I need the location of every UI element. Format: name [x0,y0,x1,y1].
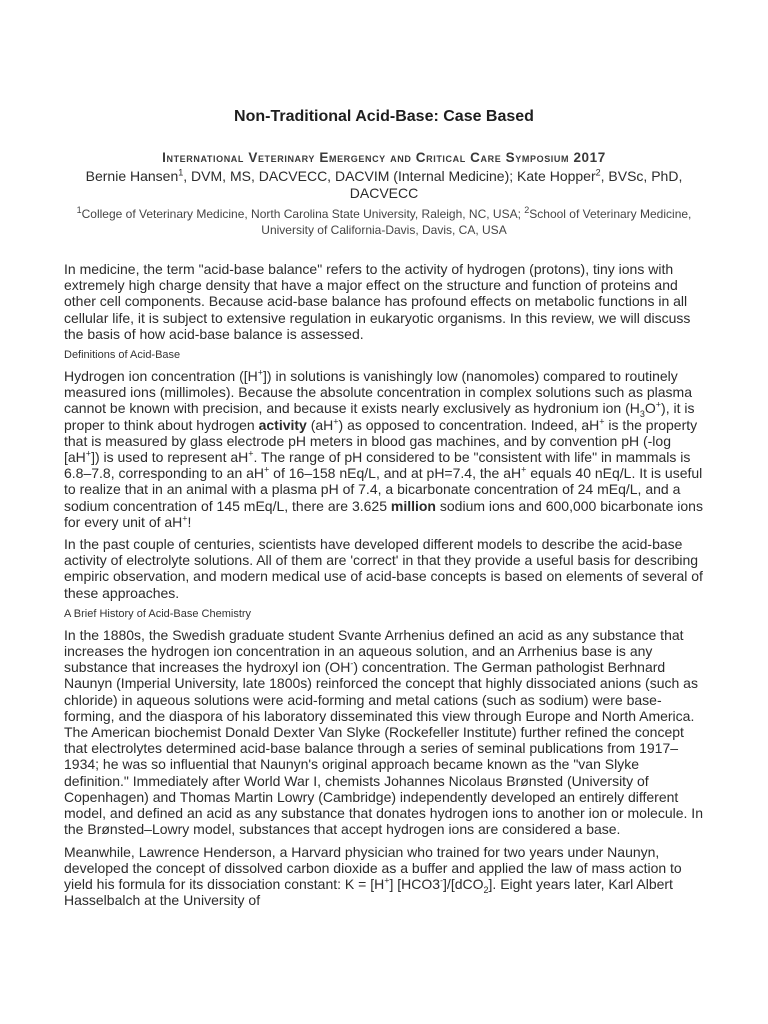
affiliations [74,206,694,238]
affiliation-text: College of Veterinary Medicine, North Carolina State University, Raleigh, NC, USA; [81,207,525,221]
henderson-paragraph: Meanwhile, Lawrence Henderson, a Harvard physician who trained for two years under Naunyn, developed the concept of dissolved carbon dioxide as a buffer and applied the law of mass action to yield his formula for its dissociation constant: K = [H+] [HCO3-]/[dCO$_2$]. Eight years later, Karl Albert Hasselbalch at the University of [64,843,682,909]
author-list [84,168,684,202]
author-credentials: , DVM, MS, DACVECC, DACVIM (Internal Medicine); Kate Hopper [183,168,596,184]
intro-paragraph: In medicine, the term "acid-base balance" refers to the activity of hydrogen (protons), tiny ions with extremely high charge density that have a major effect on the structure and function of proteins and other cell components. Because acid-base balance has profound effects on metabolic functions in all cellular life, it is subject to extensive regulation in eukaryotic organisms. In this review, we will discuss the basis of how acid-base balance is assessed. [64,261,691,342]
document-title: Non-Traditional Acid-Base: Case Based [234,108,534,125]
history-paragraph: In the 1880s, the Swedish graduate student Svante Arrhenius defined an acid as any substance that increases the hydrogen ion concentration in an aqueous solution, and an Arrhenius base is any substance that increases the hydroxyl ion (OH-) concentration. The German pathologist Berhnard Naunyn (Imperial University, late 1800s) reinforced the concept that highly dissociated anions (such as chloride) in aqueous solutions were acid-forming and metal cations (such as sodium) were base-forming, and the diaspora of his laboratory disseminated this view through Europe and North America. The American biochemist Donald Dexter Van Slyke (Rockefeller Institute) further refined the concept that electrolytes determined acid-base balance through a series of seminal publications from 1917–1934; he was so influential that Naunyn's original approach became known as the "van Slyke definition." Immediately after World War I, chemists Johannes Nicolaus Brønsted (University of Copenhagen) and Thomas Martin Lowry (Cambridge) independently developed an entirely different model, and defined an acid as any substance that donates hydrogen ions to another ion or molecule. In the Brønsted–Lowry model, substances that accept hydrogen ions are considered a base. [64,626,703,838]
affiliation-text: School of Veterinary Medicine, University of California-Davis, Davis, CA, USA [261,207,692,237]
section-heading-definitions: Definitions of Acid-Base [64,349,181,362]
models-paragraph: In the past couple of centuries, scientists have developed different models to describe the acid-base activity of electrolyte solutions. All of them are 'correct' in that they provide a useful basis for describing empiric observation, and modern medical use of acid-base concepts is based on elements of several of these approaches. [64,536,703,601]
definitions-paragraph: Hydrogen ion concentration ([H+]) in solutions is vanishingly low (nanomoles) compared to routinely measured ions (millimoles). Because the absolute concentration in complex solutions such as plasma cannot be known with precision, and because it exists nearly exclusively as hydronium ion $(H_3O^+)$, it is proper to think about hydrogen activity (aH+) as opposed to concentration. Indeed, aH+ is the property that is measured by glass electrode pH meters in blood gas machines, and by convention pH (-log [aH+]) is used to represent aH+. The range of pH considered to be "consistent with life" in mammals is 6.8–7.8, corresponding to an aH+ of 16–158 nEq/L, and at pH=7.4, the aH+ equals 40 nEq/L. It is useful to realize that in an animal with a plasma pH of 7.4, a bicarbonate concentration of 24 mEq/L, and a sodium concentration of 145 mEq/L, there are 3.625 million sodium ions and 600,000 bicarbonate ions for every unit of aH+! [64,367,703,530]
author-name: Bernie Hansen [85,168,179,184]
affiliation-marker: 2 [524,205,530,215]
author-credentials: , BVSc, PhD, DACVECC [349,168,683,201]
affiliation-marker: 1 [76,205,82,215]
section-heading-history: A Brief History of Acid-Base Chemistry [64,607,252,620]
article-body [64,261,704,908]
emphasis-million: million [390,497,436,514]
symposium-name: International Veterinary Emergency and Critical Care Symposium 2017 [162,150,606,165]
affiliation-marker: 1 [178,167,184,178]
emphasis-activity: activity [258,416,307,433]
affiliation-marker: 2 [595,167,601,178]
